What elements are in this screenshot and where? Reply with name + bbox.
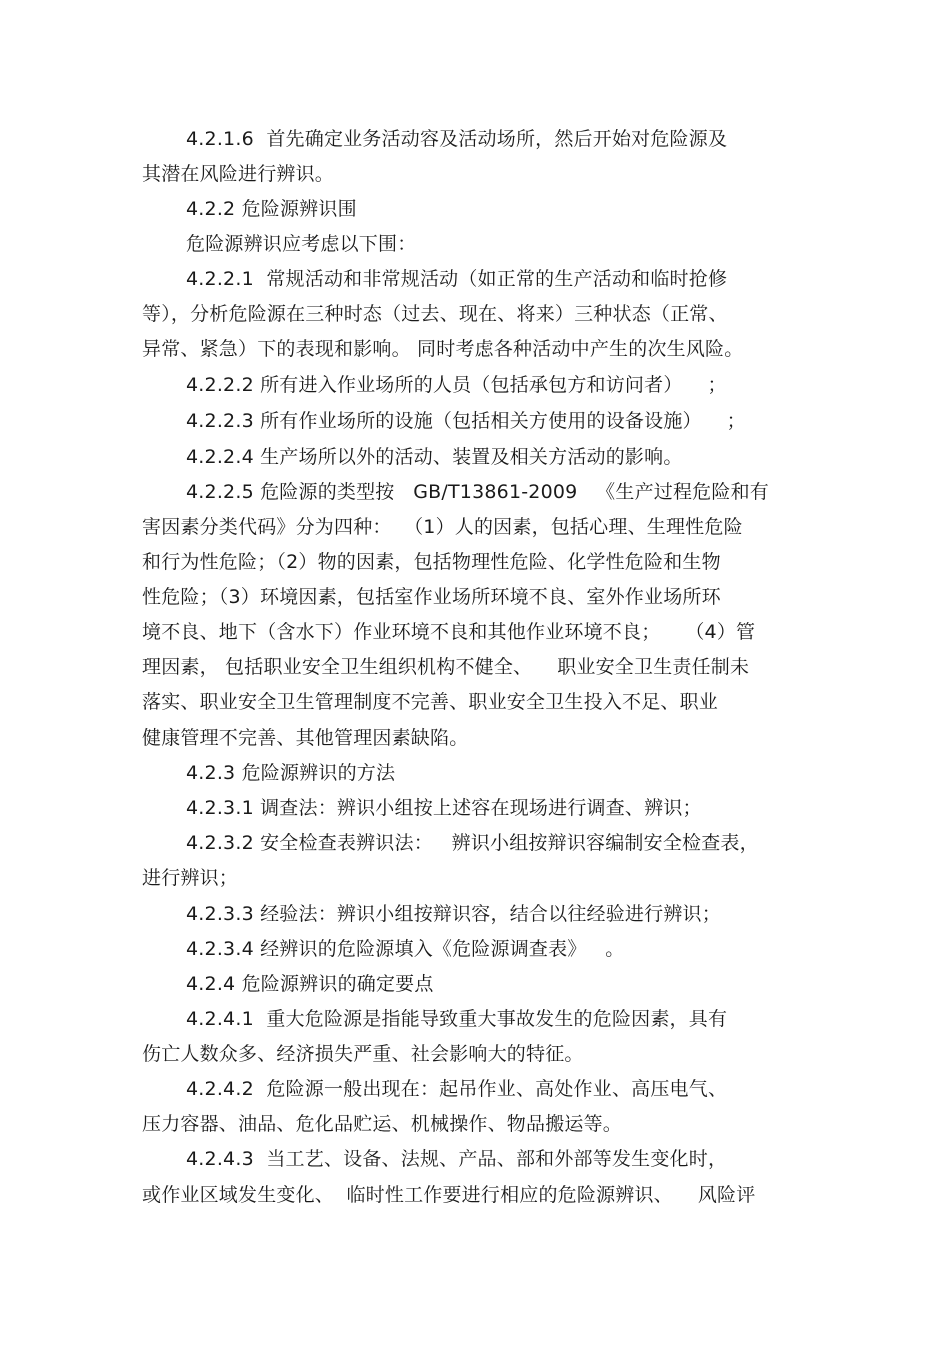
text-line: 压力容器、油品、危化品贮运、机械操作、物品搬运等。 (142, 1113, 623, 1135)
text-line: 或作业区域发生变化、 临时性工作要进行相应的危险源辨识、 风险评 (142, 1184, 756, 1206)
text-line: 4.2.3.1 调查法：辨识小组按上述容在现场进行调查、辨识； (186, 797, 702, 819)
section-heading: 4.2.2 危险源辨识围 (186, 198, 357, 220)
text-line: 落实、职业安全卫生管理制度不完善、职业安全卫生投入不足、职业 (142, 691, 719, 713)
section-heading: 4.2.4 危险源辨识的确定要点 (186, 973, 434, 995)
text-line: 伤亡人数众多、经济损失严重、社会影响大的特征。 (142, 1043, 584, 1065)
text-line: 4.2.4.3 当工艺、设备、法规、产品、部和外部等发生变化时， (186, 1148, 728, 1170)
text-line: 等），分析危险源在三种时态（过去、现在、将来）三种状态（正常、 (142, 303, 728, 325)
text-line: 健康管理不完善、其他管理因素缺陷。 (142, 727, 469, 749)
text-line: 和行为性危险；（2）物的因素，包括物理性危险、化学性危险和生物 (142, 551, 721, 573)
text-line: 进行辨识； (142, 867, 239, 889)
text-line: 4.2.3.4 经辨识的危险源填入《危险源调查表》 。 (186, 938, 625, 960)
text-line: 4.2.2.1 常规活动和非常规活动（如正常的生产活动和临时抢修 (186, 268, 728, 290)
text-line: 异常、紧急）下的表现和影响。 同时考虑各种活动中产生的次生风险。 (142, 338, 744, 360)
text-line: 害因素分类代码》分为四种： （1）人的因素，包括心理、生理性危险 (142, 516, 743, 538)
text-line: 4.2.2.4 生产场所以外的活动、装置及相关方活动的影响。 (186, 446, 683, 468)
text-line: 4.2.4.1 重大危险源是指能导致重大事故发生的危险因素，具有 (186, 1008, 728, 1030)
text-line: 4.2.1.6 首先确定业务活动容及活动场所，然后开始对危险源及 (186, 128, 728, 150)
text-line: 理因素， 包括职业安全卫生组织机构不健全、 职业安全卫生责任制未 (142, 656, 750, 678)
text-line: 危险源辨识应考虑以下围： (186, 233, 417, 255)
text-line: 4.2.2.3 所有作业场所的设施（包括相关方使用的设备设施） ； (186, 410, 746, 432)
section-heading: 4.2.3 危险源辨识的方法 (186, 762, 396, 784)
text-line: 4.2.2.2 所有进入作业场所的人员（包括承包方和访问者） ； (186, 374, 727, 396)
text-line: 其潜在风险进行辨识。 (142, 163, 335, 185)
text-line: 4.2.2.5 危险源的类型按 GB/T13861-2009 《生产过程危险和有 (186, 481, 769, 503)
text-line: 性危险；（3）环境因素，包括室作业场所环境不良、室外作业场所环 (142, 586, 721, 608)
text-line: 境不良、地下（含水下）作业环境不良和其他作业环境不良； （4）管 (142, 621, 756, 643)
text-line: 4.2.4.2 危险源一般出现在：起吊作业、高处作业、高压电气、 (186, 1078, 728, 1100)
text-line: 4.2.3.2 安全检查表辨识法： 辨识小组按辩识容编制安全检查表， (186, 832, 759, 854)
text-line: 4.2.3.3 经验法：辨识小组按辩识容，结合以往经验进行辨识； (186, 903, 721, 925)
